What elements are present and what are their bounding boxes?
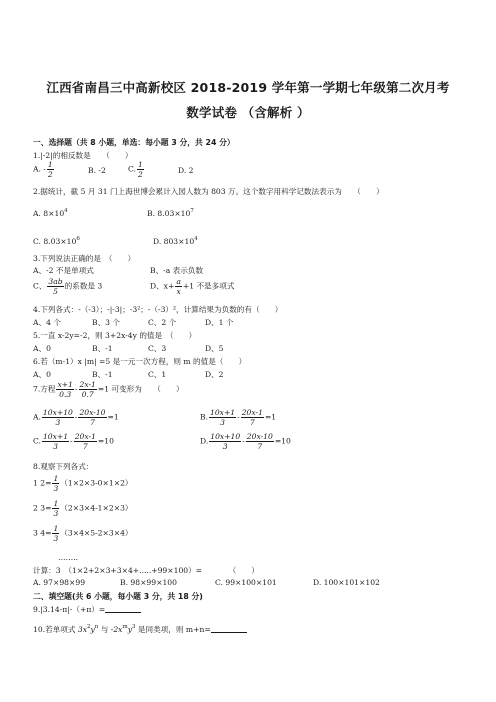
q3-option-b: B、-a 表示负数 — [150, 266, 204, 275]
q3-option-d: D、x+ $\frac{a}{x}$ +1 不是多项式 — [150, 277, 235, 296]
q6-option-a: A、0 — [33, 370, 51, 379]
q9: 9.|3.14-π|-（+π）= — [33, 604, 141, 615]
q10: 10.若单项式 $3x^2y^n$ 与 $-2x^my^3$ 是同类项，则 m+n= — [33, 624, 247, 635]
section2-heading: 二、填空题(共 6 小题，每小题 3 分，共 18 分) — [33, 592, 203, 601]
q8-stem: 8.观察下列各式： — [33, 462, 94, 471]
q9-answer-blank[interactable] — [105, 604, 141, 613]
q3-option-c: C、 $\frac{3ab}{5}$ 的系数是 3 — [33, 277, 103, 296]
q8-option-b: B. 98×99×100 — [120, 578, 177, 587]
q1-option-d: D. 2 — [178, 166, 194, 175]
q5-option-a: A、0 — [33, 344, 51, 353]
q4-option-b: B、3 个 — [92, 318, 121, 327]
q7-option-c: C. $\frac{10x+1}{3}$ - $\frac{20x-1}{7}$ =10 — [33, 432, 114, 451]
q8-pattern-line2: 2 3= $\frac{1}{3}$ （2×3×4-1×2×3） — [33, 499, 133, 518]
q5-option-d: D、5 — [205, 344, 224, 353]
q5-option-c: C、3 — [148, 344, 167, 353]
q8-calc: 计算：3 （1×2+2×3+3×4+.....+99×100）= （ ） — [33, 566, 260, 575]
q8-option-a: A. 97×98×99 — [33, 578, 86, 587]
q1-option-b: B. -2 — [88, 166, 106, 175]
q10-answer-blank[interactable] — [211, 624, 247, 633]
q8-ellipsis: …….. — [58, 553, 79, 562]
exam-title-line2: 数学试卷 （含解析 ） — [186, 105, 310, 120]
q7-option-d: D. $\frac{10x+10}{3}$ - $\frac{20x-10}{7}$ =10 — [200, 432, 291, 451]
q6-option-c: C、1 — [148, 370, 167, 379]
q4-option-a: A、4 个 — [33, 318, 61, 327]
q7-stem: 7.方程 $\frac{x+1}{0.3}$ - $\frac{2x-1}{0.7}$ =1 可变形为 （ ） — [33, 380, 184, 399]
q2-option-c: C. $8.03\times 10^6$ — [33, 236, 80, 246]
q1-option-c: C. $\frac{1}{2}$ — [128, 160, 143, 179]
q6-stem: 6.若（m-1）x |m| =5 是一元一次方程，则 m 的值是（ ） — [33, 357, 247, 366]
q8-option-c: C. 99×100×101 — [215, 578, 277, 587]
q7-option-b: B. $\frac{10x+1}{3}$ - $\frac{20x-1}{7}$ =1 — [200, 408, 277, 427]
q8-pattern-line1: 1 2= $\frac{1}{3}$ （1×2×3-0×1×2） — [33, 474, 133, 493]
q4-option-d: D、1 个 — [205, 318, 234, 327]
q8-option-d: D. 100×101×102 — [313, 578, 380, 587]
section1-heading: 一、选择题（共 8 小题，单选：每小题 3 分，共 24 分） — [33, 138, 235, 147]
q4-stem: 4.下列各式：-（-3）；-|-3|；-3²；-（-3）²，计算结果为负数的有（ ） — [33, 305, 283, 314]
q2-option-a: A. $8\times 10^4$ — [33, 208, 68, 218]
q3-stem: 3.下列说法正确的是 （ ） — [33, 254, 136, 263]
q4-option-c: C、2 个 — [148, 318, 177, 327]
q2-option-b: B. $8.03\times 10^7$ — [147, 208, 194, 218]
q2-stem: 2.据统计，截 5 月 31 门上海世博会累计入园人数为 803 万。这个数字用科学记数法表示为 （ ） — [33, 187, 384, 196]
q8-pattern-line3: 3 4= $\frac{1}{3}$ （3×4×5-2×3×4） — [33, 524, 133, 543]
q6-option-b: B、-1 — [92, 370, 113, 379]
q1-stem: 1.|-2|的相反数是 （ ） — [33, 151, 133, 160]
q2-option-d: D. $803\times 10^4$ — [153, 236, 198, 246]
q3-option-a: A、-2 不是单项式 — [33, 266, 94, 275]
q7-option-a: A. $\frac{10x+10}{3}$ - $\frac{20x-10}{7}$ =1 — [33, 408, 119, 427]
q5-option-b: B、-1 — [92, 344, 113, 353]
exam-title-line1: 江西省南昌三中高新校区 2018-2019 学年第一学期七年级第二次月考 — [46, 80, 450, 95]
q6-option-d: D、2 — [205, 370, 224, 379]
q5-stem: 5.一直 x-2y=-2，则 3+2x-4y 的值是 （ ） — [33, 331, 197, 340]
q1-option-a: A. - $\frac{1}{2}$ — [33, 160, 53, 179]
